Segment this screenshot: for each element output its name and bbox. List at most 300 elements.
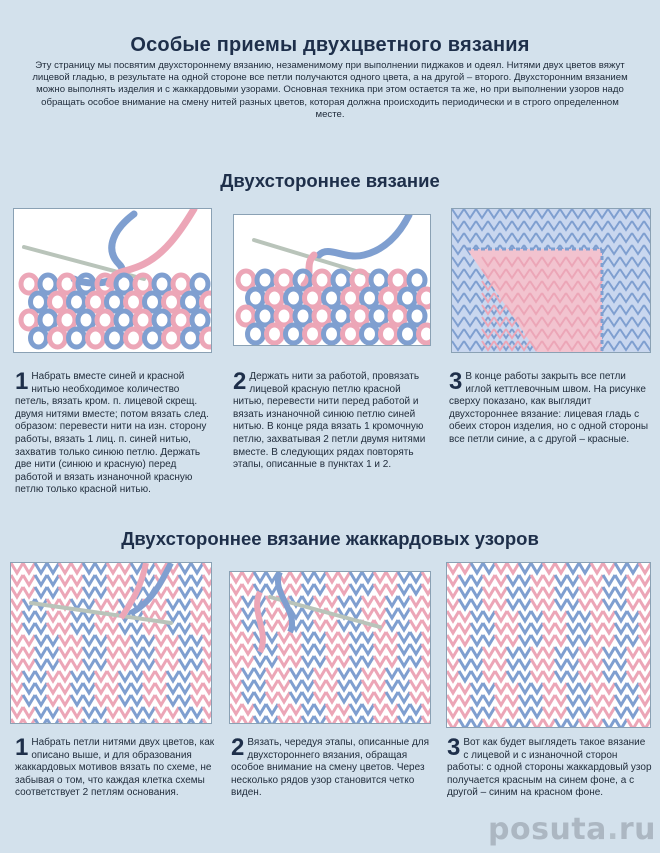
knit-stitch bbox=[302, 632, 314, 642]
knit-stitch bbox=[71, 623, 83, 633]
knit-stitch bbox=[47, 623, 59, 633]
knit-stitch bbox=[343, 325, 359, 343]
knit-stitch bbox=[302, 656, 314, 666]
knit-stitch bbox=[131, 659, 143, 669]
knit-stitch bbox=[95, 635, 107, 645]
knit-stitch bbox=[202, 293, 211, 311]
knit-stitch bbox=[459, 623, 471, 633]
knit-stitch bbox=[242, 632, 254, 642]
knit-stitch bbox=[179, 623, 191, 633]
step-text: Вот как будет выглядеть такое вязание с лицевой и с изнаночной сторон работы: с одной стороны жаккардовый узор получается красным на синем фоне, а с другой – синим на красном фоне. bbox=[447, 737, 652, 799]
knit-stitch bbox=[591, 563, 603, 573]
knit-stitch bbox=[230, 716, 242, 723]
knit-stitch bbox=[410, 620, 422, 630]
knit-stitch bbox=[35, 575, 47, 585]
knit-stitch bbox=[203, 707, 211, 717]
knit-stitch bbox=[254, 656, 266, 666]
knit-stitch bbox=[71, 695, 83, 705]
knit-stitch bbox=[326, 668, 338, 678]
knit-stitch bbox=[59, 707, 71, 717]
knit-stitch bbox=[410, 584, 422, 594]
knit-stitch bbox=[531, 623, 543, 633]
knit-stitch bbox=[305, 289, 321, 307]
knit-stitch bbox=[191, 671, 203, 681]
knit-stitch bbox=[531, 599, 543, 609]
knit-stitch bbox=[639, 671, 650, 681]
knit-stitch bbox=[266, 716, 278, 723]
knit-stitch bbox=[567, 635, 579, 645]
knit-stitch bbox=[230, 584, 242, 594]
knit-stitch bbox=[627, 683, 639, 693]
knit-stitch bbox=[179, 695, 191, 705]
knit-stitch bbox=[459, 671, 471, 681]
knit-stitch bbox=[314, 644, 326, 654]
knit-stitch bbox=[362, 680, 374, 690]
knit-stitch bbox=[47, 647, 59, 657]
knit-stitch bbox=[591, 683, 603, 693]
knit-stitch bbox=[386, 716, 398, 723]
knit-stitch bbox=[119, 707, 131, 717]
knit-stitch bbox=[119, 683, 131, 693]
knit-stitch bbox=[507, 599, 519, 609]
knit-stitch bbox=[507, 683, 519, 693]
knit-stitch bbox=[21, 275, 37, 293]
knit-stitch bbox=[276, 307, 292, 325]
knit-stitch bbox=[471, 599, 483, 609]
knit-stitch bbox=[507, 647, 519, 657]
knit-stitch bbox=[326, 572, 338, 582]
knit-stitch bbox=[639, 575, 650, 585]
knit-stitch bbox=[543, 683, 555, 693]
knit-stitch bbox=[155, 659, 167, 669]
knit-stitch bbox=[519, 659, 531, 669]
knit-stitch bbox=[35, 635, 47, 645]
knit-stitch bbox=[119, 671, 131, 681]
knit-stitch bbox=[422, 692, 430, 702]
knit-stitch bbox=[83, 563, 95, 573]
knit-stitch bbox=[386, 608, 398, 618]
knit-stitch bbox=[459, 563, 471, 573]
knit-stitch bbox=[447, 563, 459, 573]
knit-stitch bbox=[350, 632, 362, 642]
knit-stitch bbox=[59, 671, 71, 681]
knit-stitch bbox=[422, 716, 430, 723]
knit-stitch bbox=[47, 575, 59, 585]
knit-stitch bbox=[95, 623, 107, 633]
knit-stitch bbox=[410, 644, 422, 654]
knit-stitch bbox=[555, 587, 567, 597]
knit-stitch bbox=[639, 647, 650, 657]
knit-stitch bbox=[71, 575, 83, 585]
knit-stitch bbox=[615, 695, 627, 705]
knit-stitch bbox=[167, 647, 179, 657]
knit-stitch bbox=[362, 289, 378, 307]
knit-stitch bbox=[374, 632, 386, 642]
knit-stitch bbox=[314, 620, 326, 630]
knit-stitch bbox=[603, 695, 615, 705]
knit-stitch bbox=[519, 671, 531, 681]
knit-stitch bbox=[143, 707, 155, 717]
knit-stitch bbox=[507, 671, 519, 681]
knit-stitch bbox=[543, 695, 555, 705]
knit-stitch bbox=[230, 632, 242, 642]
knit-stitch bbox=[203, 683, 211, 693]
knit-stitch bbox=[107, 647, 119, 657]
knit-stitch bbox=[302, 716, 314, 723]
knit-stitch bbox=[290, 668, 302, 678]
knit-stitch bbox=[531, 659, 543, 669]
knit-stitch bbox=[447, 623, 459, 633]
knit-stitch bbox=[579, 671, 591, 681]
knit-stitch bbox=[191, 623, 203, 633]
knit-stitch bbox=[278, 644, 290, 654]
knit-stitch bbox=[483, 707, 495, 717]
knit-stitch bbox=[333, 271, 349, 289]
knit-stitch bbox=[83, 623, 95, 633]
knit-stitch bbox=[381, 325, 397, 343]
knit-stitch bbox=[35, 707, 47, 717]
knit-stitch bbox=[639, 707, 650, 717]
knit-stitch bbox=[350, 584, 362, 594]
knit-stitch bbox=[254, 668, 266, 678]
knit-stitch bbox=[410, 716, 422, 723]
knit-stitch bbox=[409, 307, 425, 325]
knit-stitch bbox=[495, 623, 507, 633]
knit-stitch bbox=[390, 271, 406, 289]
knit-stitch bbox=[119, 587, 131, 597]
knit-stitch bbox=[35, 563, 47, 573]
knit-stitch bbox=[627, 587, 639, 597]
knit-stitch bbox=[59, 695, 71, 705]
knit-stitch bbox=[107, 707, 119, 717]
knit-stitch bbox=[47, 563, 59, 573]
knit-stitch bbox=[398, 572, 410, 582]
knit-stitch bbox=[203, 575, 211, 585]
knit-stitch bbox=[447, 647, 459, 657]
knit-stitch bbox=[386, 572, 398, 582]
knit-stitch bbox=[531, 587, 543, 597]
knit-stitch bbox=[31, 329, 47, 347]
knit-stitch bbox=[191, 659, 203, 669]
knit-stitch bbox=[639, 623, 650, 633]
knit-stitch bbox=[567, 659, 579, 669]
knit-stitch bbox=[579, 563, 591, 573]
knit-stitch bbox=[350, 668, 362, 678]
knit-stitch bbox=[591, 659, 603, 669]
knit-stitch bbox=[302, 620, 314, 630]
knit-stitch bbox=[11, 695, 23, 705]
knit-stitch bbox=[567, 563, 579, 573]
knit-stitch bbox=[471, 683, 483, 693]
knit-stitch bbox=[173, 275, 189, 293]
knit-stitch bbox=[386, 620, 398, 630]
knit-stitch bbox=[555, 707, 567, 717]
knit-stitch bbox=[314, 632, 326, 642]
knit-stitch bbox=[555, 575, 567, 585]
knit-stitch bbox=[47, 671, 59, 681]
knit-stitch bbox=[35, 623, 47, 633]
knit-stitch bbox=[483, 647, 495, 657]
illustration-jacquard-step-1 bbox=[10, 562, 212, 724]
knit-stitch bbox=[179, 575, 191, 585]
knit-stitch bbox=[531, 695, 543, 705]
knit-stitch bbox=[88, 329, 104, 347]
knit-stitch bbox=[203, 635, 211, 645]
knit-stitch bbox=[59, 659, 71, 669]
knit-stitch bbox=[286, 325, 302, 343]
knit-stitch bbox=[83, 599, 95, 609]
knit-stitch bbox=[278, 680, 290, 690]
knit-stitch bbox=[591, 671, 603, 681]
knit-stitch bbox=[23, 707, 35, 717]
knit-stitch bbox=[71, 563, 83, 573]
knit-stitch bbox=[40, 275, 56, 293]
knit-stitch bbox=[290, 572, 302, 582]
knit-stitch bbox=[371, 271, 387, 289]
knit-stitch bbox=[567, 599, 579, 609]
knit-stitch bbox=[603, 623, 615, 633]
knit-stitch bbox=[447, 611, 459, 621]
knit-stitch bbox=[59, 683, 71, 693]
knit-stitch bbox=[119, 647, 131, 657]
knit-stitch bbox=[23, 611, 35, 621]
knit-stitch bbox=[83, 695, 95, 705]
knit-stitch bbox=[410, 596, 422, 606]
knit-stitch bbox=[248, 289, 264, 307]
knit-stitch bbox=[350, 596, 362, 606]
knit-stitch bbox=[326, 692, 338, 702]
knit-stitch bbox=[203, 659, 211, 669]
knit-stitch bbox=[495, 611, 507, 621]
knit-stitch bbox=[71, 647, 83, 657]
knit-stitch bbox=[154, 275, 170, 293]
knit-stitch bbox=[254, 704, 266, 714]
knit-stitch bbox=[459, 659, 471, 669]
watermark-domain: ru bbox=[618, 812, 656, 847]
knit-stitch bbox=[278, 656, 290, 666]
knit-stitch bbox=[422, 656, 430, 666]
knit-stitch bbox=[579, 575, 591, 585]
knit-stitch bbox=[290, 632, 302, 642]
knit-stitch bbox=[579, 695, 591, 705]
knit-stitch bbox=[459, 647, 471, 657]
knit-stitch bbox=[459, 695, 471, 705]
knit-stitch bbox=[97, 311, 113, 329]
knit-stitch bbox=[543, 587, 555, 597]
knit-stitch bbox=[131, 671, 143, 681]
knit-stitch bbox=[107, 683, 119, 693]
knit-stitch bbox=[447, 707, 459, 717]
knit-stitch bbox=[324, 289, 340, 307]
knit-stitch bbox=[591, 575, 603, 585]
knit-stitch bbox=[35, 671, 47, 681]
knit-stitch bbox=[248, 325, 264, 343]
knit-stitch bbox=[543, 599, 555, 609]
knit-stitch bbox=[615, 587, 627, 597]
knit-stitch bbox=[155, 695, 167, 705]
knit-stitch bbox=[483, 683, 495, 693]
knit-stitch bbox=[447, 635, 459, 645]
knit-stitch bbox=[23, 563, 35, 573]
knit-stitch bbox=[267, 289, 283, 307]
knit-stitch bbox=[326, 716, 338, 723]
knit-stitch bbox=[543, 623, 555, 633]
knit-stitch bbox=[507, 707, 519, 717]
knit-stitch bbox=[155, 647, 167, 657]
knit-stitch bbox=[266, 692, 278, 702]
knit-stitch bbox=[495, 659, 507, 669]
knit-stitch bbox=[507, 695, 519, 705]
knit-stitch bbox=[483, 611, 495, 621]
knit-stitch bbox=[338, 596, 350, 606]
knit-stitch bbox=[579, 623, 591, 633]
knit-stitch bbox=[459, 587, 471, 597]
knit-stitch bbox=[447, 659, 459, 669]
knit-stitch bbox=[131, 623, 143, 633]
knit-stitch bbox=[507, 659, 519, 669]
knit-stitch bbox=[23, 671, 35, 681]
knit-stitch bbox=[230, 596, 242, 606]
knit-stitch bbox=[422, 632, 430, 642]
knit-stitch bbox=[71, 671, 83, 681]
knit-stitch bbox=[290, 704, 302, 714]
knit-stitch bbox=[242, 716, 254, 723]
knit-stitch bbox=[11, 659, 23, 669]
knit-stitch bbox=[627, 599, 639, 609]
knit-stitch bbox=[35, 659, 47, 669]
knit-stitch bbox=[639, 611, 650, 621]
knit-stitch bbox=[483, 563, 495, 573]
knit-stitch bbox=[410, 608, 422, 618]
knit-stitch bbox=[242, 584, 254, 594]
step-number: 1 bbox=[15, 734, 29, 761]
knit-stitch bbox=[333, 307, 349, 325]
knit-stitch bbox=[555, 635, 567, 645]
step-text: Набрать петли нитями двух цветов, как описано выше, и для образования жаккардовых мотивов вязать по схеме, не забывая о том, что каждая клетка схемы соответствует 2 петлям основания. bbox=[15, 737, 215, 799]
jacquard-step-2-instruction bbox=[231, 734, 431, 800]
knit-stitch bbox=[107, 575, 119, 585]
knit-stitch bbox=[386, 656, 398, 666]
knit-stitch bbox=[627, 647, 639, 657]
knit-stitch bbox=[266, 608, 278, 618]
knit-stitch bbox=[191, 611, 203, 621]
knit-stitch bbox=[519, 695, 531, 705]
knit-stitch bbox=[591, 623, 603, 633]
knit-stitch bbox=[11, 587, 23, 597]
knit-stitch bbox=[302, 584, 314, 594]
knit-stitch bbox=[419, 325, 430, 343]
knit-stitch bbox=[386, 704, 398, 714]
knit-stitch bbox=[398, 680, 410, 690]
knit-stitch bbox=[567, 695, 579, 705]
knit-stitch bbox=[242, 680, 254, 690]
knit-stitch bbox=[183, 293, 199, 311]
knit-stitch bbox=[179, 611, 191, 621]
knit-stitch bbox=[50, 329, 66, 347]
knit-stitch bbox=[145, 293, 161, 311]
knit-stitch bbox=[31, 293, 47, 311]
knit-stitch bbox=[40, 311, 56, 329]
knit-stitch bbox=[192, 311, 208, 329]
knit-stitch bbox=[371, 307, 387, 325]
knit-stitch bbox=[11, 599, 23, 609]
knit-stitch bbox=[603, 659, 615, 669]
knit-stitch bbox=[409, 271, 425, 289]
knit-stitch bbox=[471, 719, 483, 727]
knit-stitch bbox=[95, 647, 107, 657]
knit-stitch bbox=[386, 596, 398, 606]
knit-stitch bbox=[567, 647, 579, 657]
knit-stitch bbox=[167, 707, 179, 717]
knit-stitch bbox=[362, 608, 374, 618]
knit-stitch bbox=[603, 599, 615, 609]
step-text: В конце работы закрыть все петли иглой кеттлевочным швом. На рисунке сверху показано, как выглядит двухстороннее вязание: лицевая гладь с обеих сторон изделия, но с одной стороны все петли синие, а с другой – красные. bbox=[449, 371, 649, 445]
knit-stitch bbox=[242, 608, 254, 618]
knit-stitch bbox=[230, 620, 242, 630]
knit-stitch bbox=[314, 716, 326, 723]
knit-stitch bbox=[47, 587, 59, 597]
knit-stitch bbox=[627, 707, 639, 717]
knit-stitch bbox=[398, 620, 410, 630]
knit-stitch bbox=[352, 307, 368, 325]
knit-stitch bbox=[362, 572, 374, 582]
knit-stitch bbox=[483, 635, 495, 645]
knit-stitch bbox=[362, 644, 374, 654]
knit-stitch bbox=[167, 611, 179, 621]
knit-stitch bbox=[326, 620, 338, 630]
knit-stitch bbox=[59, 311, 75, 329]
knit-stitch bbox=[374, 596, 386, 606]
knit-stitch bbox=[116, 311, 132, 329]
knit-stitch bbox=[167, 587, 179, 597]
knit-stitch bbox=[11, 635, 23, 645]
knit-stitch bbox=[507, 587, 519, 597]
knit-stitch bbox=[107, 563, 119, 573]
knit-stitch bbox=[47, 683, 59, 693]
knit-stitch bbox=[203, 719, 211, 723]
knit-stitch bbox=[242, 596, 254, 606]
knit-stitch bbox=[615, 683, 627, 693]
knit-stitch bbox=[155, 599, 167, 609]
knit-stitch bbox=[579, 587, 591, 597]
knit-stitch bbox=[179, 683, 191, 693]
knit-stitch bbox=[107, 623, 119, 633]
knit-stitch bbox=[83, 575, 95, 585]
knit-stitch bbox=[107, 671, 119, 681]
knit-stitch bbox=[107, 293, 123, 311]
knit-stitch bbox=[350, 716, 362, 723]
knit-stitch bbox=[230, 572, 242, 582]
knit-stitch bbox=[179, 563, 191, 573]
knit-stitch bbox=[579, 719, 591, 727]
knit-stitch bbox=[242, 704, 254, 714]
knit-stitch bbox=[495, 671, 507, 681]
knit-stitch bbox=[471, 695, 483, 705]
knit-stitch bbox=[257, 271, 273, 289]
watermark: posuta.ru bbox=[488, 812, 656, 847]
knit-stitch bbox=[519, 683, 531, 693]
knit-stitch bbox=[507, 719, 519, 727]
knit-stitch bbox=[23, 659, 35, 669]
knit-stitch bbox=[639, 659, 650, 669]
knit-stitch bbox=[398, 608, 410, 618]
knit-stitch bbox=[23, 695, 35, 705]
section-title-double-knitting: Двухстороннее вязание bbox=[220, 170, 440, 191]
knit-stitch bbox=[203, 671, 211, 681]
knit-stitch bbox=[35, 695, 47, 705]
knit-stitch bbox=[203, 623, 211, 633]
knit-stitch bbox=[326, 584, 338, 594]
